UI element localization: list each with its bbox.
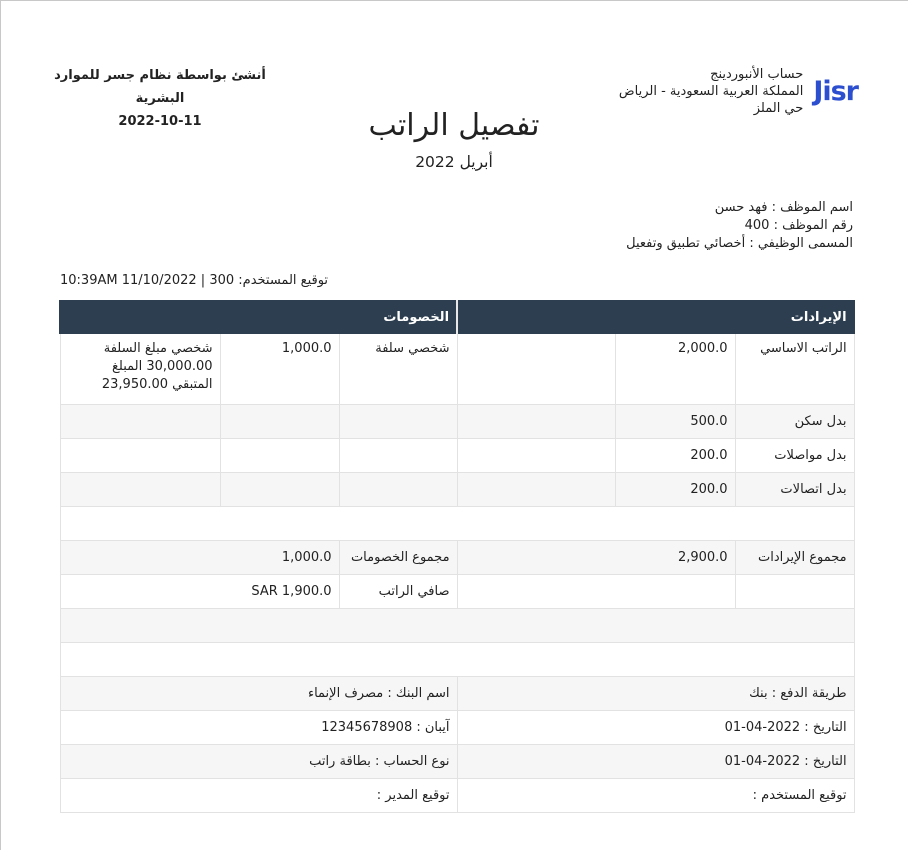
- empty-cell: [60, 405, 220, 439]
- empty-cell: [220, 439, 339, 473]
- deduction-amount: 1,000.0: [220, 334, 339, 405]
- employee-number: رقم الموظف : 400: [744, 218, 853, 233]
- table-row: [60, 439, 854, 473]
- account-type: نوع الحساب : بطاقة راتب: [60, 745, 457, 779]
- net-salary-label: صافي الراتب: [339, 575, 457, 609]
- empty-cell: [457, 405, 615, 439]
- empty-cell: [457, 473, 615, 507]
- deduction-note: شخصي مبلغ السلفة 30,000.00 المبلغ المتبقي 23,950.00: [60, 334, 220, 405]
- payment-date: التاريخ : 2022-04-01: [457, 745, 854, 779]
- empty-cell: [220, 473, 339, 507]
- jisr-logo-icon: Jisr: [813, 76, 858, 107]
- manager-signature: توقيع المدير :: [60, 779, 457, 813]
- empty-cell: [60, 609, 854, 643]
- iban: آيبان : 12345678908: [60, 711, 457, 745]
- deduction-label: شخصي سلفة: [339, 334, 457, 405]
- empty-cell: [339, 405, 457, 439]
- net-salary-value: SAR 1,900.0: [60, 575, 339, 609]
- empty-cell: [339, 473, 457, 507]
- employee-info: [626, 199, 853, 253]
- payment-row: [60, 745, 854, 779]
- signature-row: [60, 779, 854, 813]
- table-row: [60, 334, 854, 405]
- earning-amount: 2,000.0: [615, 334, 735, 405]
- empty-cell: [457, 334, 615, 405]
- empty-cell: [60, 473, 220, 507]
- net-salary-row: [60, 575, 854, 609]
- company-account-name: حساب الأنبوردينج: [710, 67, 804, 82]
- total-earnings-label: مجموع الإيرادات: [735, 541, 854, 575]
- deductions-header: الخصومات: [60, 301, 457, 334]
- earning-amount: 200.0: [615, 439, 735, 473]
- employee-name: اسم الموظف : فهد حسن: [714, 200, 853, 215]
- total-earnings-value: 2,900.0: [457, 541, 735, 575]
- pay-period: أبريل 2022: [415, 153, 493, 171]
- earning-label: بدل مواصلات: [735, 439, 854, 473]
- created-date: 2022-10-11: [118, 114, 202, 129]
- table-row: [60, 405, 854, 439]
- company-district: حي الملز: [753, 101, 804, 116]
- payment-row: [60, 711, 854, 745]
- user-signature: توقيع المستخدم :: [457, 779, 854, 813]
- earning-amount: 200.0: [615, 473, 735, 507]
- earnings-header: الإيرادات: [457, 301, 854, 334]
- employee-job-title: المسمى الوظيفي : أخصائي تطبيق وتفعيل: [626, 236, 853, 251]
- totals-row: [60, 541, 854, 575]
- empty-cell: [60, 643, 854, 677]
- earning-label: بدل سكن: [735, 405, 854, 439]
- total-deductions-label: مجموع الخصومات: [339, 541, 457, 575]
- table-row: [60, 473, 854, 507]
- created-by-label: أنشئ بواسطة نظام جسر للموارد البشرية: [54, 68, 266, 106]
- payment-method: طريقة الدفع : بنك: [457, 677, 854, 711]
- user-signature-stamp: توقيع المستخدم: 300 | 11/10/2022 10:39AM: [60, 273, 329, 288]
- payment-date: التاريخ : 2022-04-01: [457, 711, 854, 745]
- payment-row: [60, 677, 854, 711]
- empty-cell: [220, 405, 339, 439]
- payslip-table: [59, 300, 855, 813]
- bank-name: اسم البنك : مصرف الإنماء: [60, 677, 457, 711]
- earning-label: الراتب الاساسي: [735, 334, 854, 405]
- page-title: تفصيل الراتب: [368, 108, 540, 143]
- empty-cell: [457, 439, 615, 473]
- spacer-row: [60, 507, 854, 541]
- empty-cell: [735, 575, 854, 609]
- empty-cell: [60, 507, 854, 541]
- empty-cell: [60, 439, 220, 473]
- table-header-row: [60, 301, 854, 334]
- spacer-row: [60, 643, 854, 677]
- earning-amount: 500.0: [615, 405, 735, 439]
- spacer-row: [60, 609, 854, 643]
- earning-label: بدل اتصالات: [735, 473, 854, 507]
- empty-cell: [457, 575, 735, 609]
- total-deductions-value: 1,000.0: [60, 541, 339, 575]
- company-country-city: المملكة العربية السعودية - الرياض: [618, 84, 804, 99]
- empty-cell: [339, 439, 457, 473]
